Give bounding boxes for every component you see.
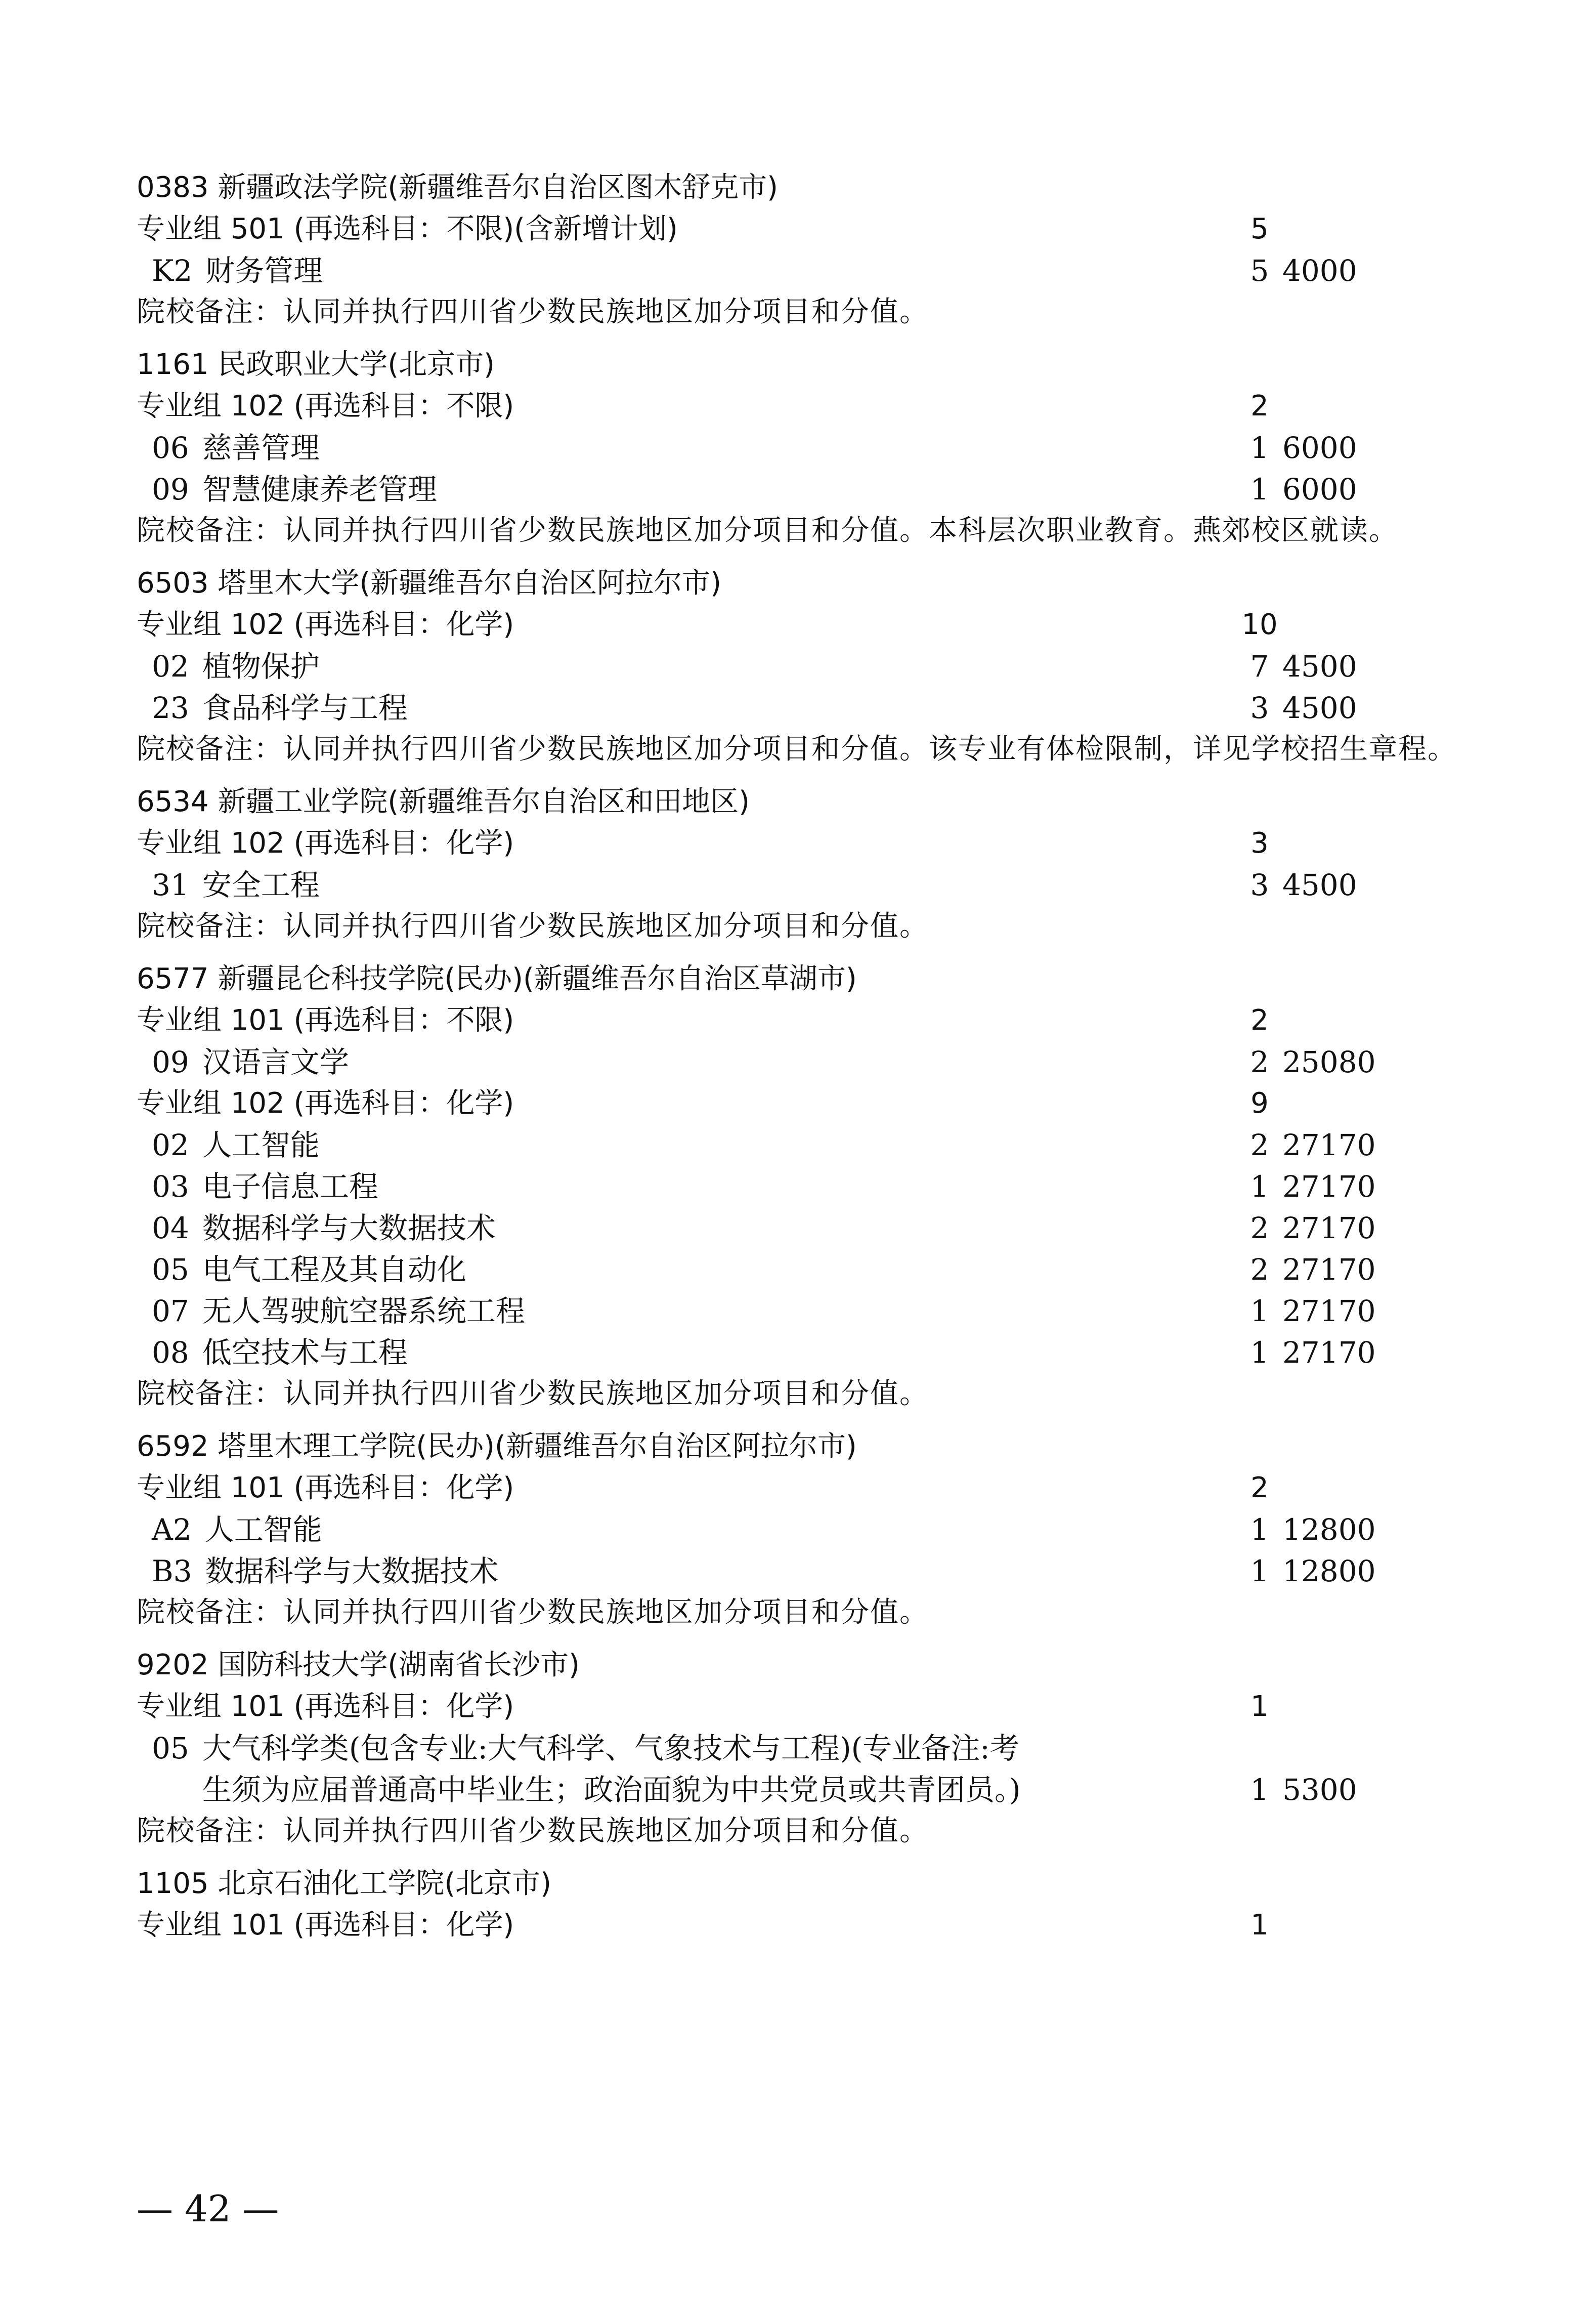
major-code: B3 (152, 1554, 192, 1588)
major-row (137, 1249, 1492, 1290)
group-plan-count: 1 (1250, 1690, 1269, 1723)
institution-note-text: 认同并执行四川省少数民族地区加分项目和分值。 (283, 296, 929, 328)
major-plan-count: 1 (1250, 1169, 1269, 1204)
major-name: 低空技术与工程 (202, 1335, 408, 1370)
institution-note-label: 院校备注： (137, 910, 283, 943)
major-plan-count: 1 (1250, 472, 1269, 507)
major-tuition: 4000 (1282, 254, 1357, 288)
institution-note (137, 729, 1492, 770)
institution-title: 6534 新疆工业学院(新疆维吾尔自治区和田地区) (137, 785, 750, 818)
major-plan-count: 2 (1250, 1211, 1269, 1245)
group-plan-count: 10 (1241, 608, 1278, 641)
major-code: 02 (152, 1128, 189, 1162)
major-row (137, 1041, 1492, 1083)
major-plan-count: 2 (1250, 1252, 1269, 1287)
major-row (137, 1550, 1492, 1592)
institution-title: 6577 新疆昆仑科技学院(民办)(新疆维吾尔自治区草湖市) (137, 962, 857, 995)
major-group-row (137, 1083, 1492, 1124)
institution-title: 6503 塔里木大学(新疆维吾尔自治区阿拉尔市) (137, 567, 722, 600)
major-group-row (137, 1686, 1492, 1727)
institution-note-label: 院校备注： (137, 296, 283, 328)
major-code: 05 (152, 1252, 189, 1287)
major-code: 09 (152, 1045, 189, 1079)
institution-title: 1105 北京石油化工学院(北京市) (137, 1867, 552, 1900)
major-code: 06 (152, 431, 189, 465)
major-name: 植物保护 (202, 649, 320, 684)
institution-block (137, 167, 1492, 333)
institution-note-text: 认同并执行四川省少数民族地区加分项目和分值。 (283, 1815, 929, 1847)
major-tuition: 27170 (1282, 1211, 1376, 1245)
major-name: 食品科学与工程 (202, 691, 408, 725)
major-row (137, 646, 1492, 687)
major-name: 财务管理 (205, 254, 323, 288)
major-group-header: 专业组 101 (再选科目：化学) (137, 1690, 514, 1723)
group-plan-count: 3 (1250, 827, 1269, 860)
major-row (137, 427, 1492, 469)
institution-note (137, 291, 1492, 333)
major-plan-count: 7 (1250, 649, 1269, 684)
institution-block (137, 1863, 1492, 1946)
major-group-header: 专业组 501 (再选科目：不限)(含新增计划) (137, 213, 678, 245)
major-group-row (137, 823, 1492, 864)
institution-note-text: 认同并执行四川省少数民族地区加分项目和分值。该专业有体检限制，详见学校招生章程。 (283, 733, 1457, 766)
major-group-header: 专业组 101 (再选科目：化学) (137, 1471, 514, 1504)
major-plan-count: 1 (1250, 1512, 1269, 1547)
institution-note (137, 510, 1492, 552)
major-plan-count: 3 (1250, 691, 1269, 725)
group-plan-count: 9 (1250, 1087, 1269, 1120)
major-plan-count: 2 (1250, 1045, 1269, 1079)
major-code: 07 (152, 1294, 189, 1328)
institution-note-text: 认同并执行四川省少数民族地区加分项目和分值。 (283, 1377, 929, 1410)
major-plan-count: 1 (1250, 1554, 1269, 1588)
institution-note-text: 认同并执行四川省少数民族地区加分项目和分值。本科层次职业教育。燕郊校区就读。 (283, 514, 1398, 547)
institution-block (137, 781, 1492, 947)
institution-block (137, 563, 1492, 770)
major-tuition: 25080 (1282, 1045, 1376, 1079)
major-code: 04 (152, 1211, 189, 1245)
institution-note-label: 院校备注： (137, 1377, 283, 1410)
institution-note-text: 认同并执行四川省少数民族地区加分项目和分值。 (283, 1596, 929, 1629)
major-name: 大气科学类(包含专业:大气科学、气象技术与工程)(专业备注:考 (202, 1731, 1019, 1765)
major-code: 23 (152, 691, 189, 725)
major-group-row (137, 1000, 1492, 1041)
major-code: A2 (152, 1512, 192, 1547)
major-row (137, 1166, 1492, 1207)
major-tuition: 4500 (1282, 649, 1357, 684)
major-row-continued (137, 1769, 1492, 1810)
major-tuition: 27170 (1282, 1252, 1376, 1287)
major-group-header: 专业组 102 (再选科目：化学) (137, 1087, 514, 1120)
major-code: 31 (152, 868, 189, 902)
major-name-continued: 生须为应届普通高中毕业生；政治面貌为中共党员或共青团员。) (202, 1773, 1021, 1807)
major-code: 09 (152, 472, 189, 507)
major-group-header: 专业组 101 (再选科目：化学) (137, 1909, 514, 1942)
major-row (137, 1290, 1492, 1332)
institution-title: 9202 国防科技大学(湖南省长沙市) (137, 1649, 580, 1681)
institution-note (137, 906, 1492, 947)
institution-note (137, 1810, 1492, 1852)
major-name: 慈善管理 (202, 431, 320, 465)
major-tuition: 6000 (1282, 472, 1357, 507)
major-plan-count: 1 (1250, 1294, 1269, 1328)
major-group-header: 专业组 101 (再选科目：不限) (137, 1004, 514, 1037)
institution-title: 1161 民政职业大学(北京市) (137, 348, 495, 381)
major-code: 03 (152, 1169, 189, 1204)
group-plan-count: 1 (1250, 1909, 1269, 1942)
major-plan-count: 3 (1250, 868, 1269, 902)
institution-block (137, 1426, 1492, 1633)
major-name: 智慧健康养老管理 (202, 472, 437, 507)
major-row (137, 469, 1492, 510)
institution-block (137, 958, 1492, 1415)
major-group-row (137, 1905, 1492, 1946)
major-group-row (137, 604, 1492, 646)
major-name: 无人驾驶航空器系统工程 (202, 1294, 525, 1328)
major-row (137, 250, 1492, 291)
major-row (137, 687, 1492, 729)
major-code: 08 (152, 1335, 189, 1370)
major-row (137, 1509, 1492, 1550)
major-group-row (137, 1467, 1492, 1509)
institution-note-text: 认同并执行四川省少数民族地区加分项目和分值。 (283, 910, 929, 943)
major-name: 人工智能 (204, 1512, 322, 1547)
major-row (137, 1332, 1492, 1373)
major-name: 数据科学与大数据技术 (205, 1554, 499, 1588)
major-code: 05 (152, 1731, 189, 1765)
major-plan-count: 5 (1250, 254, 1269, 288)
major-plan-count: 1 (1250, 1773, 1269, 1807)
major-row (137, 1727, 1492, 1769)
institution-block (137, 1645, 1492, 1852)
major-row (137, 1207, 1492, 1249)
major-tuition: 27170 (1282, 1169, 1376, 1204)
major-row (137, 1124, 1492, 1166)
institution-note-label: 院校备注： (137, 733, 283, 766)
major-tuition: 12800 (1282, 1512, 1376, 1547)
major-group-header: 专业组 102 (再选科目：不限) (137, 390, 514, 423)
group-plan-count: 2 (1250, 390, 1269, 423)
major-tuition: 5300 (1282, 1773, 1357, 1807)
major-plan-count: 2 (1250, 1128, 1269, 1162)
major-plan-count: 1 (1250, 1335, 1269, 1370)
major-tuition: 4500 (1282, 868, 1357, 902)
major-tuition: 27170 (1282, 1294, 1376, 1328)
major-name: 电子信息工程 (202, 1169, 378, 1204)
group-plan-count: 2 (1250, 1471, 1269, 1504)
major-tuition: 27170 (1282, 1335, 1376, 1370)
page-number: — 42 — (137, 2187, 279, 2230)
group-plan-count: 2 (1250, 1004, 1269, 1037)
institution-block (137, 344, 1492, 552)
major-name: 人工智能 (202, 1128, 320, 1162)
major-tuition: 12800 (1282, 1554, 1376, 1588)
major-code: 02 (152, 649, 189, 684)
major-group-row (137, 208, 1492, 250)
major-tuition: 4500 (1282, 691, 1357, 725)
institution-note-label: 院校备注： (137, 514, 283, 547)
institution-title: 0383 新疆政法学院(新疆维吾尔自治区图木舒克市) (137, 171, 779, 204)
institution-note-label: 院校备注： (137, 1815, 283, 1847)
major-group-header: 专业组 102 (再选科目：化学) (137, 827, 514, 860)
institution-title: 6592 塔里木理工学院(民办)(新疆维吾尔自治区阿拉尔市) (137, 1430, 857, 1463)
institution-note-label: 院校备注： (137, 1596, 283, 1629)
major-group-header: 专业组 102 (再选科目：化学) (137, 608, 514, 641)
major-group-row (137, 386, 1492, 427)
group-plan-count: 5 (1250, 213, 1269, 245)
institution-note (137, 1373, 1492, 1415)
major-tuition: 27170 (1282, 1128, 1376, 1162)
major-name: 电气工程及其自动化 (202, 1252, 466, 1287)
major-code: K2 (152, 254, 193, 288)
institution-note (137, 1592, 1492, 1633)
enrollment-plan-page (137, 167, 1492, 1946)
major-row (137, 864, 1492, 906)
major-name: 数据科学与大数据技术 (202, 1211, 496, 1245)
major-name: 汉语言文学 (202, 1045, 349, 1079)
major-tuition: 6000 (1282, 431, 1357, 465)
major-name: 安全工程 (202, 868, 320, 902)
major-plan-count: 1 (1250, 431, 1269, 465)
